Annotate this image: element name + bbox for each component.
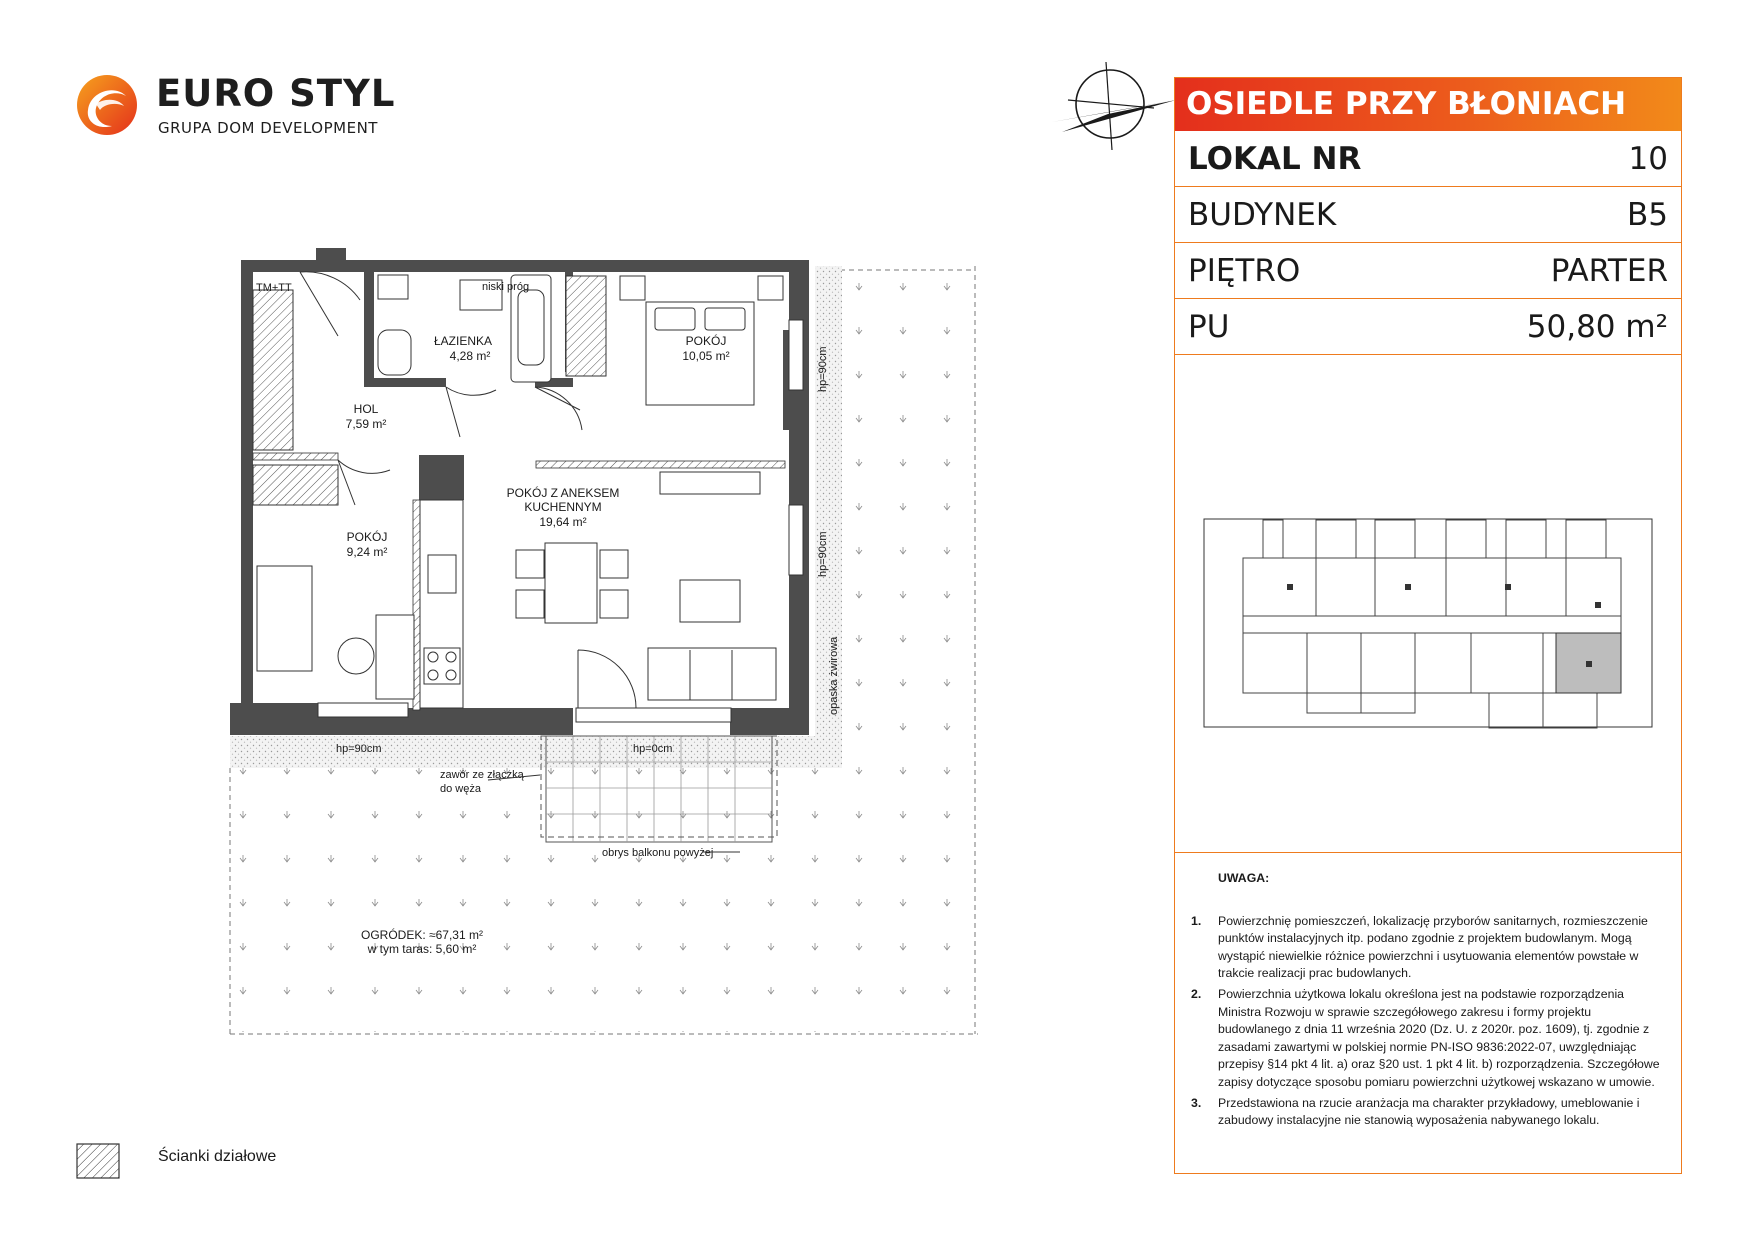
note-text: Powierzchnia użytkowa lokalu określona jest na podstawie rozporządzenia Ministra Rozwoju w sprawie szczegółowego zakresu i formy projektu budowlanego z dnia 11 września 2020 (Dz. U. z 2020r. poz. 1609), tj. zgodnie z zasadami zawartymi w polskiej normie PN-ISO 9836:2022-07, uwzględniając przepisy §14 pkt 4 lit. a) oraz §20 ust. 1 pkt 4 lit. b) rozporządzenia. Szczegółowe zapisy dotyczące sposobu pomiaru powierzchni użytkowej wskazano w umowie. (1218, 986, 1660, 1089)
label-zawor-1: zawór ze złączką (440, 769, 524, 781)
note-text: Powierzchnię pomieszczeń, lokalizację przyborów sanitarnych, rozmieszczenie punktów instalacyjnych itp. podano zgodnie z projektem budowlanym. Mogą wystąpić niewielkie różnice powierzchni i usytuowania elementów powstałe w trakcie realizacji prac budowlanych. (1218, 913, 1648, 981)
room-area-hol: 7,59 m² (345, 417, 387, 431)
row-value: B5 (1627, 196, 1668, 233)
room-area-taras: w tym taras: 5,60 m² (367, 942, 477, 956)
row-label: LOKAL NR (1188, 140, 1362, 177)
row-budynek (1175, 187, 1681, 243)
hatched-wall-swatch-icon (76, 1143, 120, 1179)
label-tm: TM+TT (256, 282, 292, 294)
north-arrow-compass-icon (1048, 62, 1176, 150)
room-area-kuchnia: 19,64 m² (539, 515, 587, 529)
living-furniture (257, 472, 776, 708)
notes (1191, 870, 1661, 1133)
row-lokal (1175, 131, 1681, 187)
brand-subtitle: GRUPA DOM DEVELOPMENT (158, 119, 378, 137)
note-number: 1. (1191, 913, 1202, 928)
row-value: 50,80 m² (1526, 308, 1668, 345)
label-hp90-left: hp=90cm (336, 743, 382, 755)
row-pietro (1175, 243, 1681, 299)
note-item (1191, 913, 1661, 983)
note-text: Przedstawiona na rzucie aranżacja ma charakter przykładowy, umeblowanie i zabudowy instalacyjne nie stanowią wyposażenia nabywanego lokalu. (1218, 1095, 1640, 1128)
room-area-pokoj2: 9,24 m² (346, 545, 388, 559)
info-panel (1174, 77, 1682, 1174)
note-number: 3. (1191, 1095, 1202, 1110)
row-value: 10 (1628, 140, 1668, 177)
key-plan-area (1175, 355, 1681, 853)
row-pu (1175, 299, 1681, 355)
row-label: BUDYNEK (1188, 196, 1337, 233)
row-label: PU (1188, 308, 1230, 345)
label-hp90-right-1: hp=90cm (817, 346, 829, 392)
label-hp0: hp=0cm (633, 743, 673, 755)
room-name-ogrodek: OGRÓDEK: ≈67,31 m² (361, 928, 483, 942)
note-item (1191, 1095, 1661, 1130)
label-obrys: obrys balkonu powyżej (602, 847, 714, 859)
room-area-pokoj1: 10,05 m² (682, 349, 730, 363)
label-zawor-2: do węża (440, 783, 481, 795)
row-value: PARTER (1550, 252, 1668, 289)
estate-title: OSIEDLE PRZY BŁONIACH (1175, 78, 1681, 131)
building-key-plan (1203, 518, 1653, 731)
room-name-lazienka: ŁAZIENKA (433, 334, 493, 348)
label-hp90-right-2: hp=90cm (817, 531, 829, 577)
note-number: 2. (1191, 986, 1202, 1001)
row-label: PIĘTRO (1188, 252, 1301, 289)
room-area-lazienka: 4,28 m² (449, 349, 491, 363)
notes-title: UWAGA: (1218, 871, 1270, 885)
room-name-hol: HOL (353, 402, 379, 416)
label-niski-prog: niski próg (482, 281, 530, 293)
brand-name: EURO STYL (156, 72, 396, 115)
note-item (1191, 986, 1661, 1092)
legend-label: Ścianki działowe (158, 1148, 277, 1165)
room-name-kuchnia-2: KUCHENNYM (524, 500, 602, 514)
room-name-pokoj2: POKÓJ (346, 530, 388, 544)
room-name-pokoj1: POKÓJ (685, 334, 727, 348)
label-opaska: opaska żwirowa (828, 636, 840, 715)
room-name-kuchnia-1: POKÓJ Z ANEKSEM (506, 486, 620, 500)
